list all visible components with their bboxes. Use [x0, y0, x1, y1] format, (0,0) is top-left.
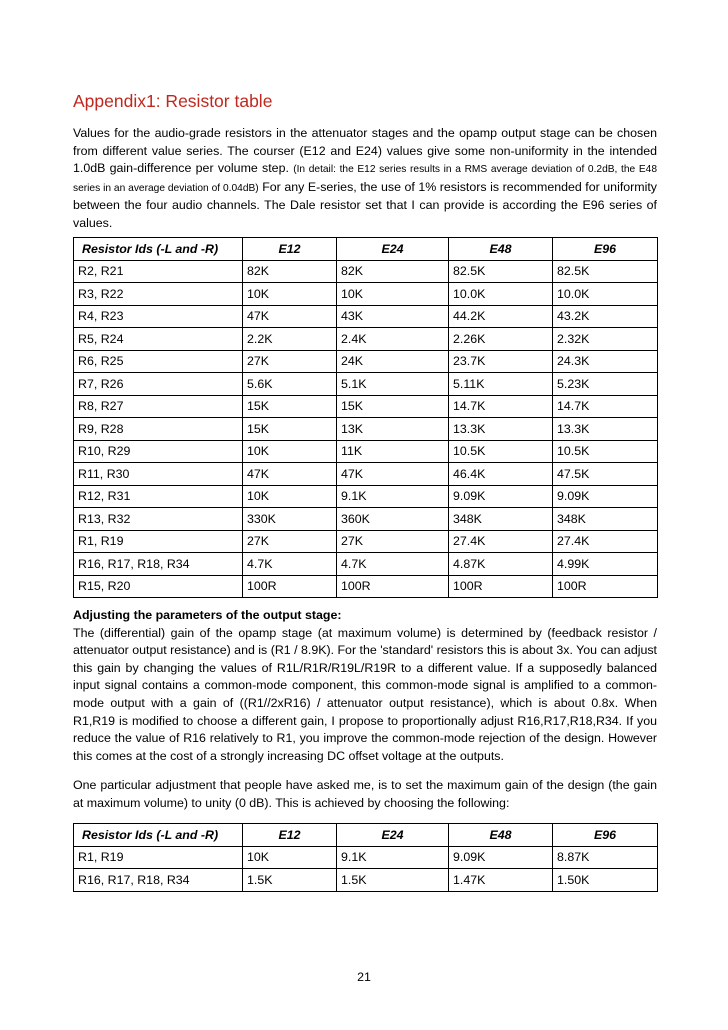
- resistor-id-cell: R8, R27: [74, 395, 243, 418]
- resistor-value-cell: 82.5K: [553, 260, 658, 283]
- table-header-row: [74, 824, 658, 847]
- resistor-value-cell: 9.1K: [337, 485, 449, 508]
- resistor-value-cell: 348K: [449, 508, 553, 531]
- resistor-value-cell: 10.5K: [553, 440, 658, 463]
- resistor-value-cell: 13K: [337, 418, 449, 441]
- resistor-value-cell: 24K: [337, 350, 449, 373]
- resistor-value-cell: 9.09K: [553, 485, 658, 508]
- resistor-id-cell: R5, R24: [74, 328, 243, 351]
- resistor-value-cell: 5.11K: [449, 373, 553, 396]
- resistor-value-cell: 9.1K: [337, 846, 449, 869]
- intro-text-a: Values for the audio-grade resistors in the attenuator stages and the opamp output stage can be chosen from different value series. The courser (E12 and E24) values give some non-uniformity in the intended 1.0dB gain-difference per volume step.: [73, 126, 657, 176]
- table-row: [74, 418, 658, 441]
- table-row: [74, 869, 658, 892]
- resistor-value-cell: 8.87K: [553, 846, 658, 869]
- resistor-value-cell: 10.0K: [449, 283, 553, 306]
- resistor-id-cell: R7, R26: [74, 373, 243, 396]
- table-row: [74, 305, 658, 328]
- header-resistor-ids: Resistor Ids (-L and -R): [74, 824, 243, 847]
- table-row: [74, 373, 658, 396]
- resistor-table-unity-gain: [73, 823, 658, 892]
- resistor-value-cell: 15K: [243, 395, 337, 418]
- resistor-value-cell: 2.2K: [243, 328, 337, 351]
- resistor-value-cell: 10K: [243, 283, 337, 306]
- header-e12: E12: [243, 238, 337, 261]
- table-row: [74, 508, 658, 531]
- resistor-value-cell: 1.47K: [449, 869, 553, 892]
- resistor-value-cell: 330K: [243, 508, 337, 531]
- resistor-value-cell: 10K: [243, 846, 337, 869]
- resistor-value-cell: 100R: [243, 575, 337, 598]
- resistor-value-cell: 82K: [243, 260, 337, 283]
- resistor-id-cell: R3, R22: [74, 283, 243, 306]
- resistor-value-cell: 100R: [337, 575, 449, 598]
- resistor-value-cell: 43K: [337, 305, 449, 328]
- resistor-id-cell: R16, R17, R18, R34: [74, 553, 243, 576]
- resistor-id-cell: R1, R19: [74, 530, 243, 553]
- table-row: [74, 283, 658, 306]
- table-row: [74, 463, 658, 486]
- resistor-value-cell: 4.87K: [449, 553, 553, 576]
- unity-gain-paragraph: One particular adjustment that people have asked me, is to set the maximum gain of the design (the gain at maximum volume) to unity (0 dB). This is achieved by choosing the following:: [73, 778, 657, 810]
- resistor-value-cell: 5.1K: [337, 373, 449, 396]
- resistor-value-cell: 1.50K: [553, 869, 658, 892]
- resistor-value-cell: 24.3K: [553, 350, 658, 373]
- resistor-value-cell: 14.7K: [553, 395, 658, 418]
- resistor-value-cell: 13.3K: [449, 418, 553, 441]
- resistor-value-cell: 5.23K: [553, 373, 658, 396]
- resistor-value-cell: 47.5K: [553, 463, 658, 486]
- header-e24: E24: [337, 824, 449, 847]
- header-e48: E48: [449, 824, 553, 847]
- page-number: 21: [357, 970, 371, 984]
- resistor-value-cell: 2.26K: [449, 328, 553, 351]
- resistor-value-cell: 100R: [449, 575, 553, 598]
- appendix-title: Appendix1: Resistor table: [73, 91, 273, 111]
- resistor-value-cell: 1.5K: [337, 869, 449, 892]
- resistor-value-cell: 44.2K: [449, 305, 553, 328]
- header-e24: E24: [337, 238, 449, 261]
- table-row: [74, 575, 658, 598]
- resistor-value-cell: 27K: [243, 350, 337, 373]
- resistor-id-cell: R13, R32: [74, 508, 243, 531]
- resistor-value-cell: 27K: [337, 530, 449, 553]
- resistor-value-cell: 360K: [337, 508, 449, 531]
- resistor-value-cell: 5.6K: [243, 373, 337, 396]
- table-row: [74, 328, 658, 351]
- resistor-id-cell: R12, R31: [74, 485, 243, 508]
- resistor-value-cell: 10K: [337, 283, 449, 306]
- header-e96: E96: [553, 238, 658, 261]
- resistor-value-cell: 82K: [337, 260, 449, 283]
- intro-paragraph: [73, 125, 657, 233]
- resistor-value-cell: 9.09K: [449, 485, 553, 508]
- resistor-value-cell: 4.7K: [337, 553, 449, 576]
- resistor-value-cell: 15K: [243, 418, 337, 441]
- table-header-row: [74, 238, 658, 261]
- resistor-value-cell: 10K: [243, 485, 337, 508]
- resistor-value-cell: 82.5K: [449, 260, 553, 283]
- resistor-id-cell: R1, R19: [74, 846, 243, 869]
- table-row: [74, 846, 658, 869]
- resistor-value-cell: 9.09K: [449, 846, 553, 869]
- resistor-value-cell: 10K: [243, 440, 337, 463]
- resistor-value-cell: 47K: [243, 305, 337, 328]
- resistor-id-cell: R11, R30: [74, 463, 243, 486]
- table-row: [74, 553, 658, 576]
- resistor-id-cell: R9, R28: [74, 418, 243, 441]
- table-body: [74, 260, 658, 598]
- resistor-value-cell: 14.7K: [449, 395, 553, 418]
- header-e96: E96: [553, 824, 658, 847]
- resistor-value-cell: 4.99K: [553, 553, 658, 576]
- resistor-id-cell: R2, R21: [74, 260, 243, 283]
- header-e48: E48: [449, 238, 553, 261]
- resistor-value-cell: 348K: [553, 508, 658, 531]
- resistor-id-cell: R4, R23: [74, 305, 243, 328]
- resistor-value-cell: 4.7K: [243, 553, 337, 576]
- table-row: [74, 395, 658, 418]
- resistor-value-cell: 10.0K: [553, 283, 658, 306]
- resistor-id-cell: R10, R29: [74, 440, 243, 463]
- resistor-value-cell: 11K: [337, 440, 449, 463]
- resistor-value-cell: 10.5K: [449, 440, 553, 463]
- resistor-value-cell: 13.3K: [553, 418, 658, 441]
- resistor-value-cell: 2.32K: [553, 328, 658, 351]
- resistor-value-cell: 47K: [243, 463, 337, 486]
- resistor-value-cell: 27K: [243, 530, 337, 553]
- output-stage-paragraph: [73, 607, 657, 765]
- resistor-value-cell: 15K: [337, 395, 449, 418]
- resistor-id-cell: R16, R17, R18, R34: [74, 869, 243, 892]
- header-resistor-ids: Resistor Ids (-L and -R): [74, 238, 243, 261]
- intro-text-small: (In detail: the E12 series results in a RMS average deviation of 0.2dB, the E48 series in an average deviation of 0.04dB): [73, 164, 657, 194]
- intro-text-b: For any E-series, the use of 1% resistors is recommended for uniformity between the four audio channels. The Dale resistor set that I can provide is according the E96 series of values.: [73, 179, 657, 230]
- resistor-value-cell: 27.4K: [553, 530, 658, 553]
- resistor-value-cell: 46.4K: [449, 463, 553, 486]
- table-row: [74, 485, 658, 508]
- table-row: [74, 260, 658, 283]
- header-e12: E12: [243, 824, 337, 847]
- table-row: [74, 350, 658, 373]
- resistor-value-cell: 43.2K: [553, 305, 658, 328]
- table-body: [74, 846, 658, 891]
- resistor-value-cell: 1.5K: [243, 869, 337, 892]
- resistor-id-cell: R6, R25: [74, 350, 243, 373]
- resistor-value-cell: 47K: [337, 463, 449, 486]
- resistor-table-main: [73, 237, 658, 598]
- resistor-value-cell: 100R: [553, 575, 658, 598]
- output-stage-heading: Adjusting the parameters of the output stage:: [73, 608, 342, 622]
- output-stage-text: The (differential) gain of the opamp stage (at maximum volume) is determined by (feedback resistor / attenuator output resistance) and is (R1 / 8.9K). For the 'standard' resistors this is about 3x. You can adjust this gain by changing the values of R1L/R1R/R19L/R19R to a different value. If a supposedly balanced input signal contains a common-mode component, this common-mode signal is amplified to a common-mode output with a gain of ((R1//2xR16) / attenuator output resistance), which is about 0.8x. When R1,R19 is modified to choose a different gain, I propose to proportionally adjust R16,R17,R18,R34. If you reduce the value of R16 relatively to R1, you improve the common-mode rejection of the design. However this comes at the cost of a strongly increasing DC offset voltage at the outputs.: [73, 625, 657, 763]
- table-row: [74, 440, 658, 463]
- resistor-id-cell: R15, R20: [74, 575, 243, 598]
- resistor-value-cell: 2.4K: [337, 328, 449, 351]
- resistor-value-cell: 27.4K: [449, 530, 553, 553]
- table-row: [74, 530, 658, 553]
- resistor-value-cell: 23.7K: [449, 350, 553, 373]
